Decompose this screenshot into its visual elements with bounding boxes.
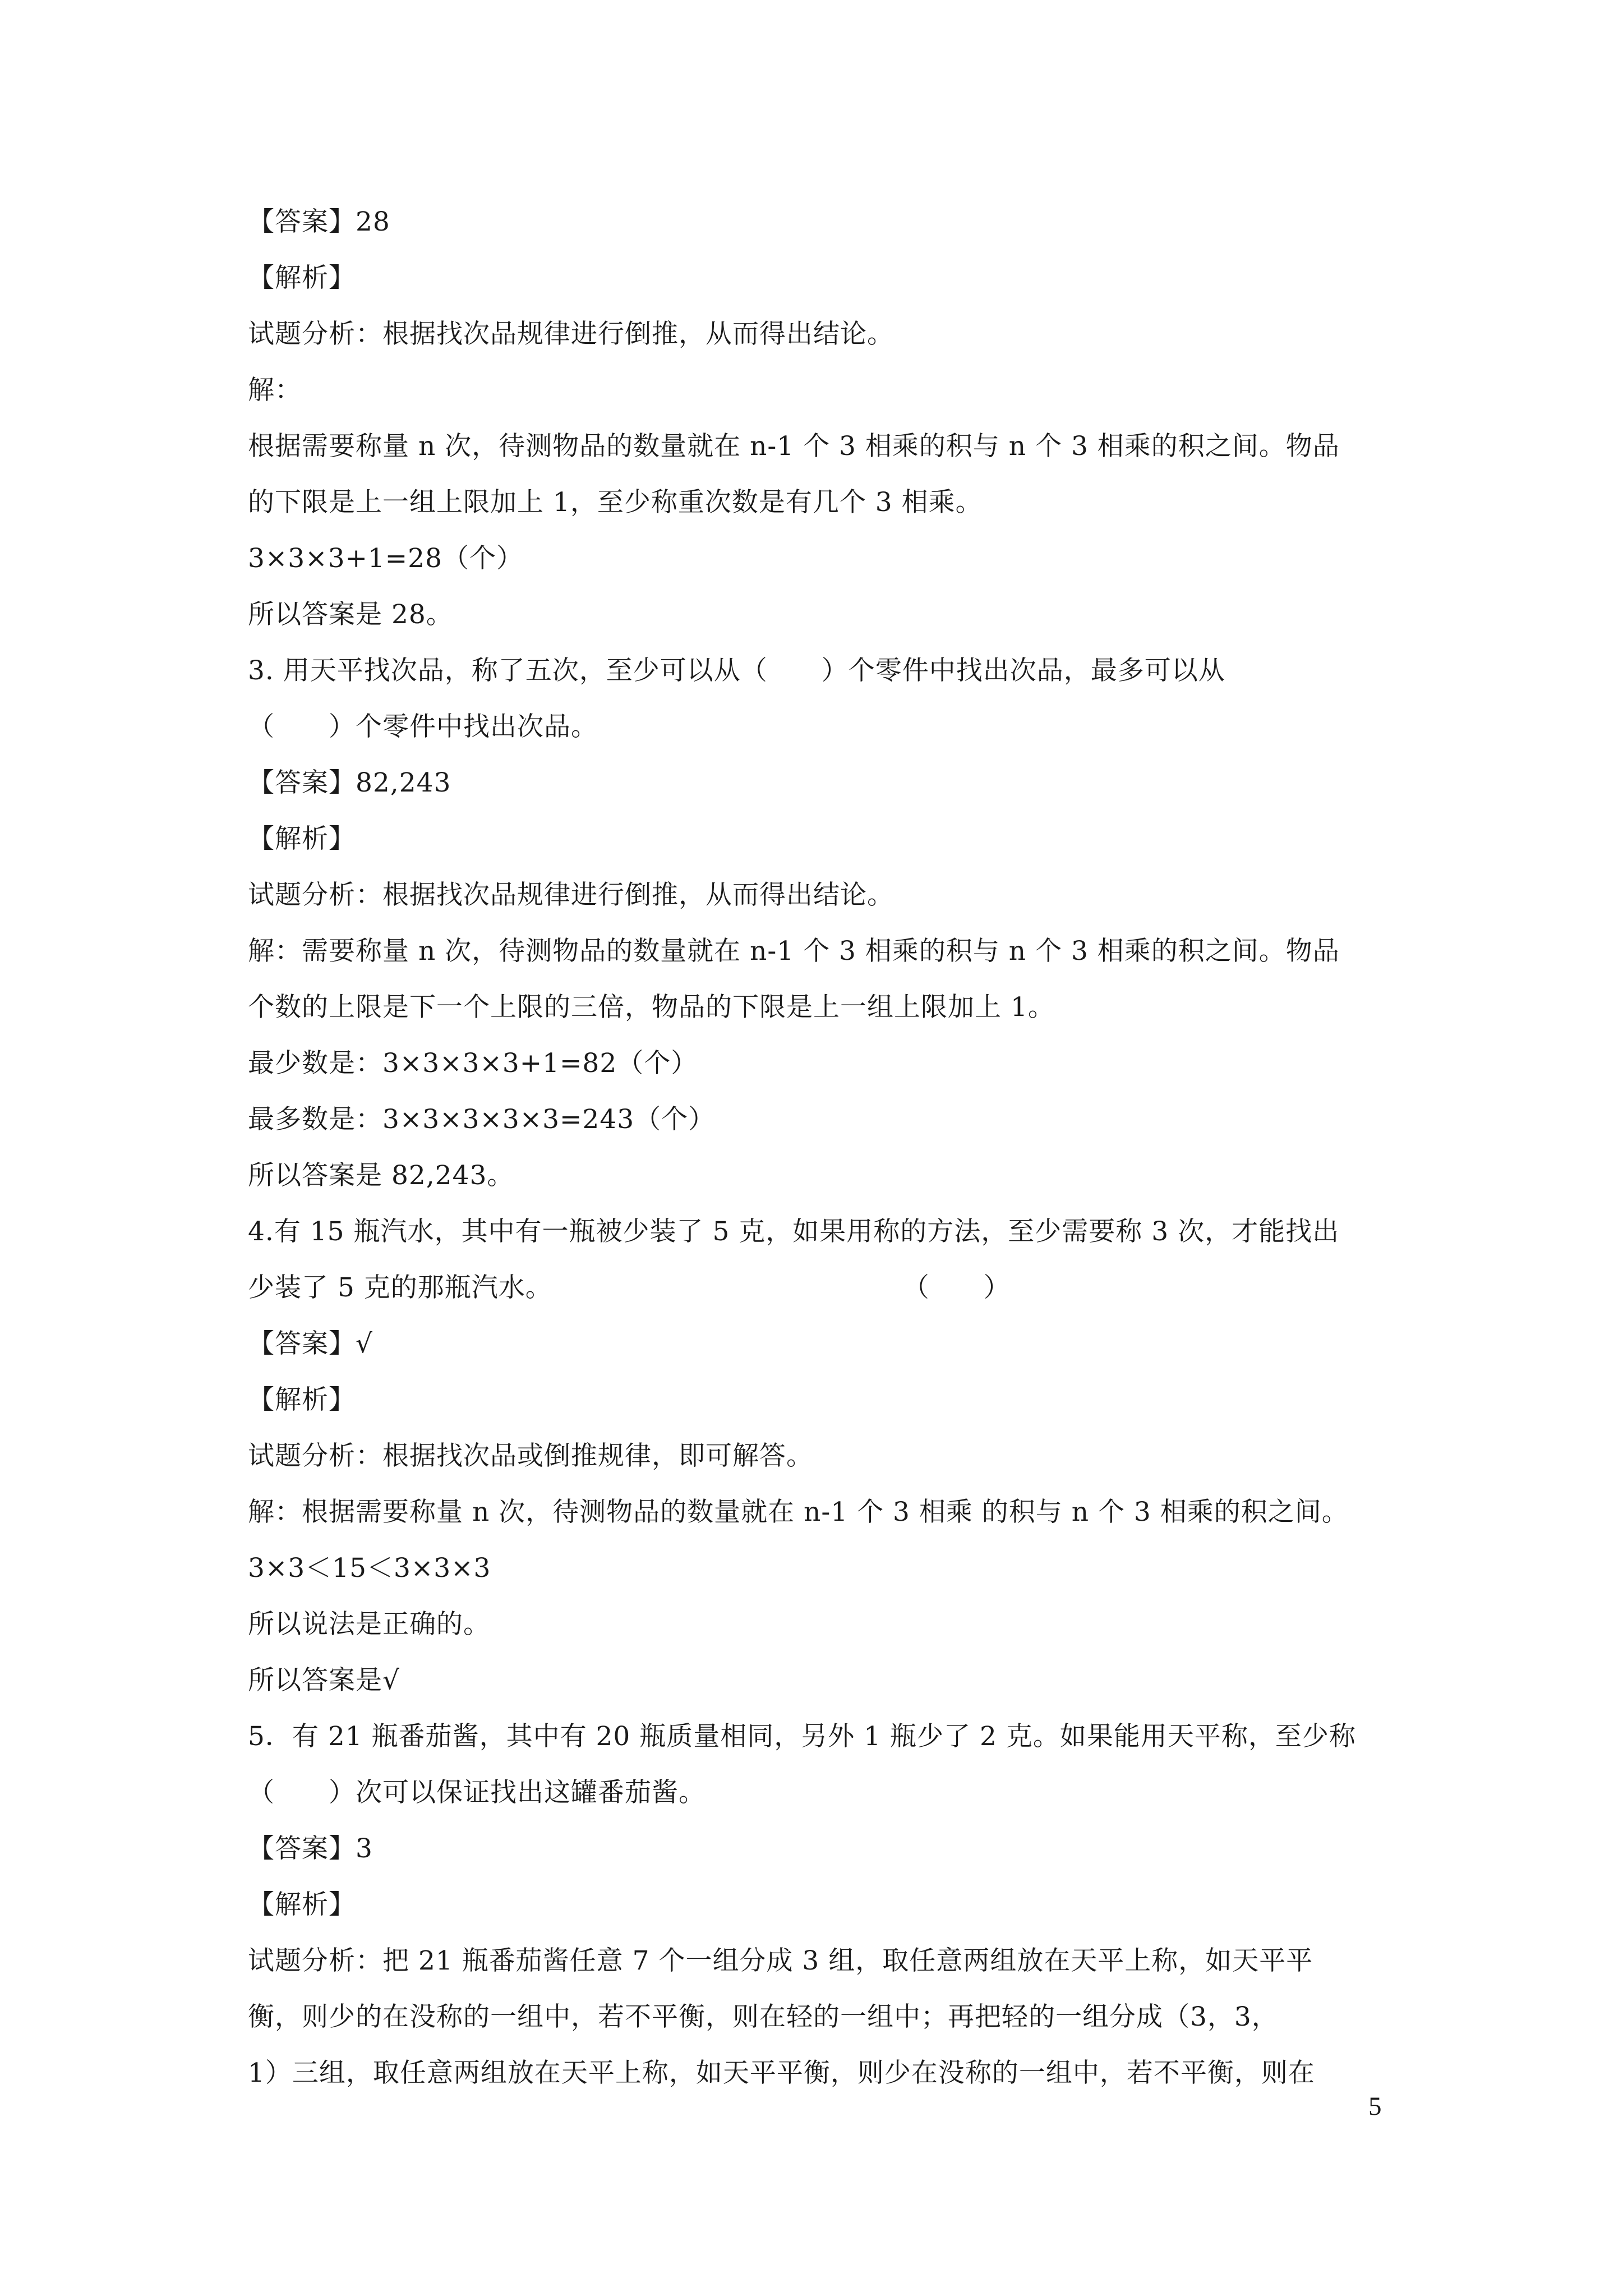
text-line: 解：: [248, 375, 302, 406]
answer-label-q4: 【答案】√: [248, 1328, 373, 1359]
answer-label-q2: 【答案】28: [248, 206, 390, 237]
formula-line: 3×3×3+1=28（个）: [248, 543, 523, 574]
question-4-continued: 少装了 5 克的那瓶汽水。 （ ）: [248, 1272, 1011, 1303]
formula-line: 3×3＜15＜3×3×3: [248, 1553, 491, 1584]
answer-label-q3: 【答案】82,243: [248, 767, 451, 798]
text-line: 所以说法是正确的。: [248, 1609, 490, 1640]
analysis-label-q3: 【解析】: [248, 823, 356, 854]
analysis-label-q2: 【解析】: [248, 263, 356, 293]
formula-line: 最少数是：3×3×3×3+1=82（个）: [248, 1048, 698, 1079]
text-line: 的下限是上一组上限加上 1，至少称重次数是有几个 3 相乘。: [248, 487, 983, 518]
text-line: 解：根据需要称量 n 次，待测物品的数量就在 n-1 个 3 相乘 的积与 n 个 3 相乘的积之间。: [248, 1497, 1349, 1527]
text-line: 衡，则少的在没称的一组中，若不平衡，则在轻的一组中；再把轻的一组分成（3，3，: [248, 2001, 1279, 2032]
text-line: 个数的上限是下一个上限的三倍，物品的下限是上一组上限加上 1。: [248, 992, 1055, 1023]
formula-line: 最多数是：3×3×3×3×3=243（个）: [248, 1104, 716, 1135]
text-line: 试题分析：根据找次品规律进行倒推，从而得出结论。: [248, 319, 894, 349]
analysis-label-q4: 【解析】: [248, 1384, 356, 1415]
text-line: 所以答案是 28。: [248, 599, 453, 630]
question-4: 4.有 15 瓶汽水，其中有一瓶被少装了 5 克，如果用称的方法，至少需要称 3 次，才能找出: [248, 1216, 1340, 1247]
text-line: 试题分析：根据找次品或倒推规律，即可解答。: [248, 1441, 813, 1471]
text-line: 试题分析：根据找次品规律进行倒推，从而得出结论。: [248, 880, 894, 910]
document-body: [248, 194, 1398, 2101]
question-5: 5．有 21 瓶番茄酱，其中有 20 瓶质量相同，另外 1 瓶少了 2 克。如果能用天平称，至少称: [248, 1721, 1356, 1752]
analysis-label-q5: 【解析】: [248, 1889, 356, 1920]
question-3: 3. 用天平找次品，称了五次，至少可以从（ ）个零件中找出次品，最多可以从: [248, 655, 1225, 686]
text-line: 1）三组，取任意两组放在天平上称，如天平平衡，则少在没称的一组中，若不平衡，则在: [248, 2058, 1315, 2088]
question-3-continued: （ ）个零件中找出次品。: [248, 711, 598, 742]
text-line: 根据需要称量 n 次，待测物品的数量就在 n-1 个 3 相乘的积与 n 个 3 相乘的积之间。物品: [248, 431, 1340, 462]
text-line: 所以答案是√: [248, 1665, 400, 1696]
answer-label-q5: 【答案】3: [248, 1833, 373, 1864]
text-line: 所以答案是 82,243。: [248, 1160, 514, 1191]
question-5-continued: （ ）次可以保证找出这罐番茄酱。: [248, 1777, 706, 1808]
page-number: 5: [1368, 2092, 1382, 2121]
text-line: 试题分析：把 21 瓶番茄酱任意 7 个一组分成 3 组，取任意两组放在天平上称，如天平平: [248, 1945, 1313, 1976]
text-line: 解：需要称量 n 次，待测物品的数量就在 n-1 个 3 相乘的积与 n 个 3 相乘的积之间。物品: [248, 936, 1340, 967]
